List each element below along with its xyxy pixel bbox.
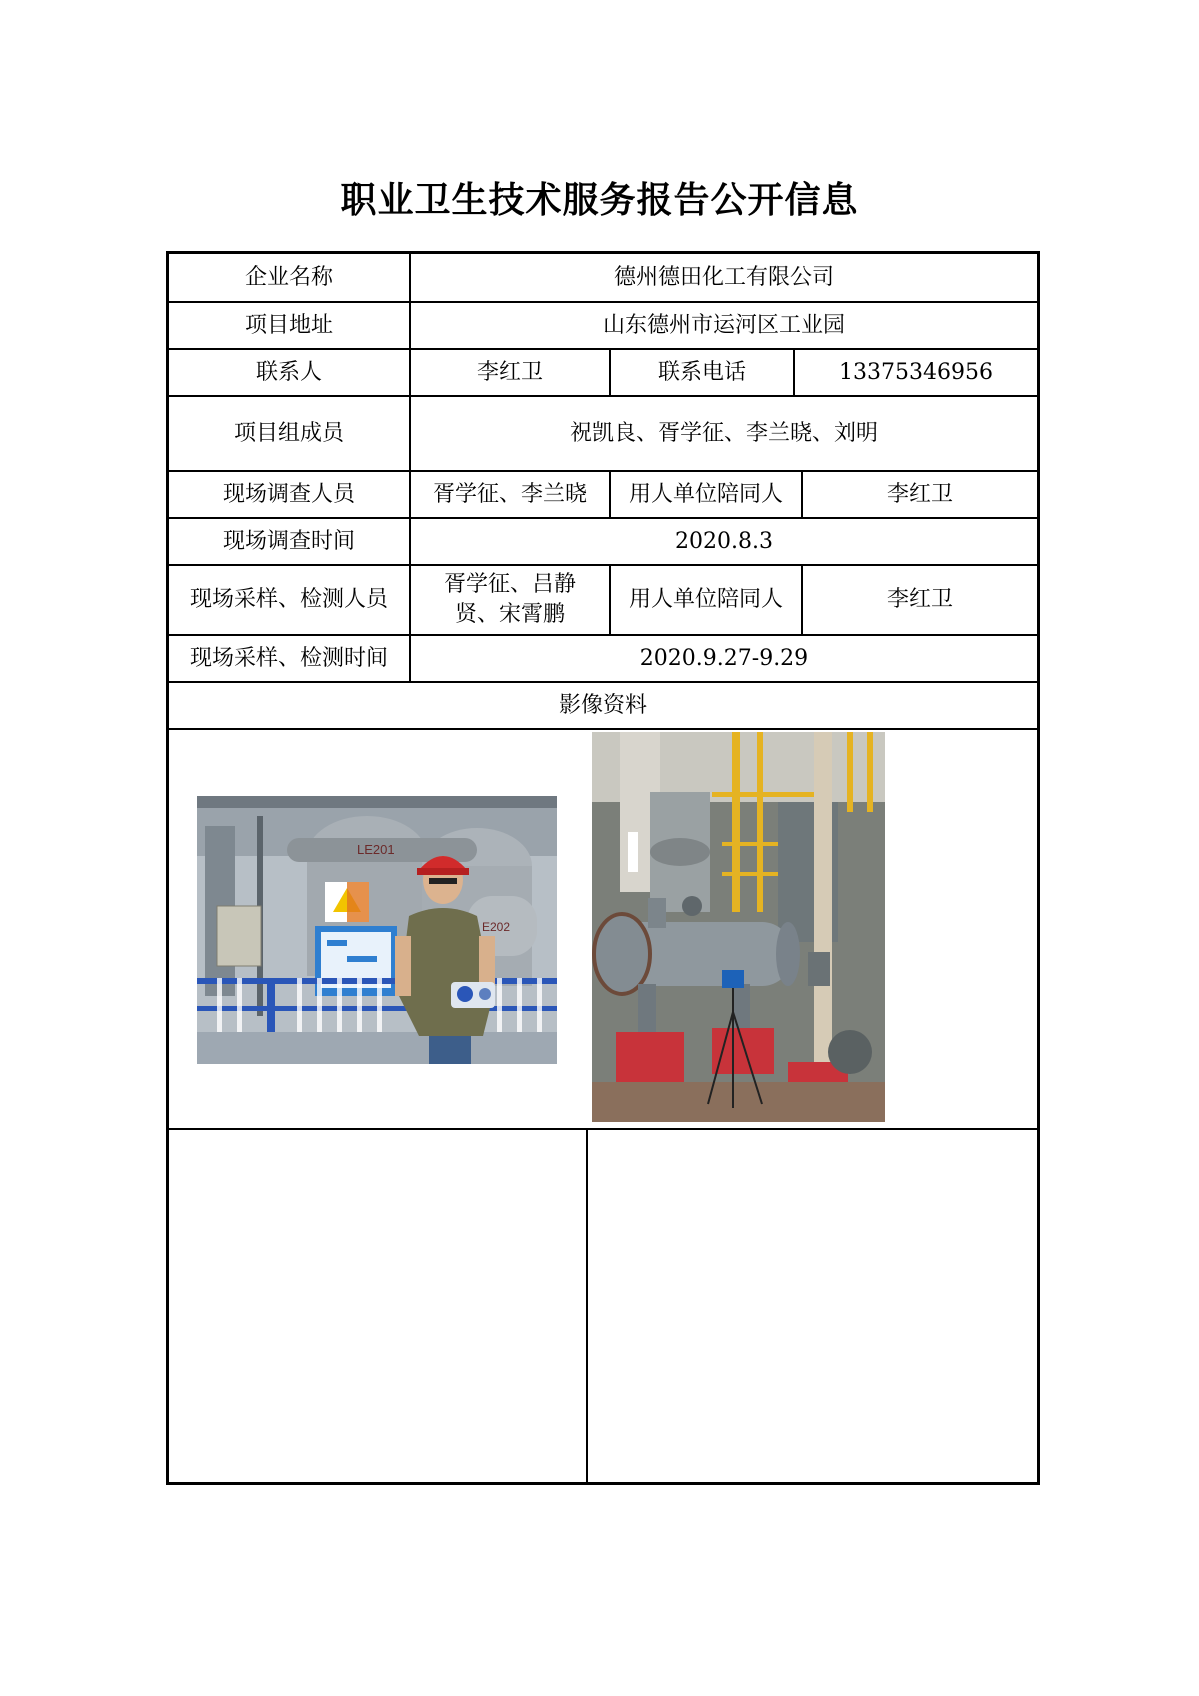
contact-value: 李红卫	[476, 359, 543, 385]
photo-worker-with-sampler	[197, 796, 557, 1064]
photo-heat-exchanger-sampling	[592, 732, 885, 1122]
info-table	[166, 251, 1040, 1485]
members-value: 祝凯良、胥学征、李兰晓、刘明	[569, 420, 878, 446]
sampling-staff-line-2: 贤、宋霄鹏	[454, 602, 565, 627]
members-label: 项目组成员	[233, 420, 344, 446]
address-label: 项目地址	[244, 312, 333, 338]
sampling-staff-line-1: 胥学征、吕静	[443, 572, 576, 598]
photo-exchanger-image	[592, 732, 885, 1122]
page-title: 职业卫生技术服务报告公开信息	[340, 180, 859, 221]
sampling-escort-label: 用人单位陪同人	[628, 587, 783, 613]
survey-escort-value: 李红卫	[886, 481, 953, 507]
address-value: 山东德州市运河区工业园	[602, 312, 845, 338]
tank-label-2: E202	[482, 920, 511, 934]
sampling-staff-value	[411, 566, 609, 634]
sampling-time-value: 2020.9.27-9.29	[639, 645, 809, 671]
survey-staff-value: 胥学征、李兰晓	[432, 481, 587, 507]
sampling-escort-value: 李红卫	[886, 587, 953, 613]
sampling-time-label: 现场采样、检测时间	[189, 645, 388, 671]
tank-label-1: LE201	[357, 842, 395, 857]
sampling-staff-label: 现场采样、检测人员	[189, 587, 388, 613]
survey-time-value: 2020.8.3	[675, 528, 773, 554]
company-label: 企业名称	[244, 264, 333, 290]
survey-staff-label: 现场调查人员	[222, 481, 355, 507]
images-label: 影像资料	[558, 692, 647, 718]
contact-label: 联系人	[255, 359, 322, 385]
phone-value: 13375346956	[839, 359, 993, 385]
company-value: 德州德田化工有限公司	[613, 264, 834, 290]
phone-label: 联系电话	[657, 359, 746, 385]
survey-time-label: 现场调查时间	[222, 528, 355, 554]
photo-worker-image	[197, 796, 557, 1064]
survey-escort-label: 用人单位陪同人	[628, 481, 783, 507]
